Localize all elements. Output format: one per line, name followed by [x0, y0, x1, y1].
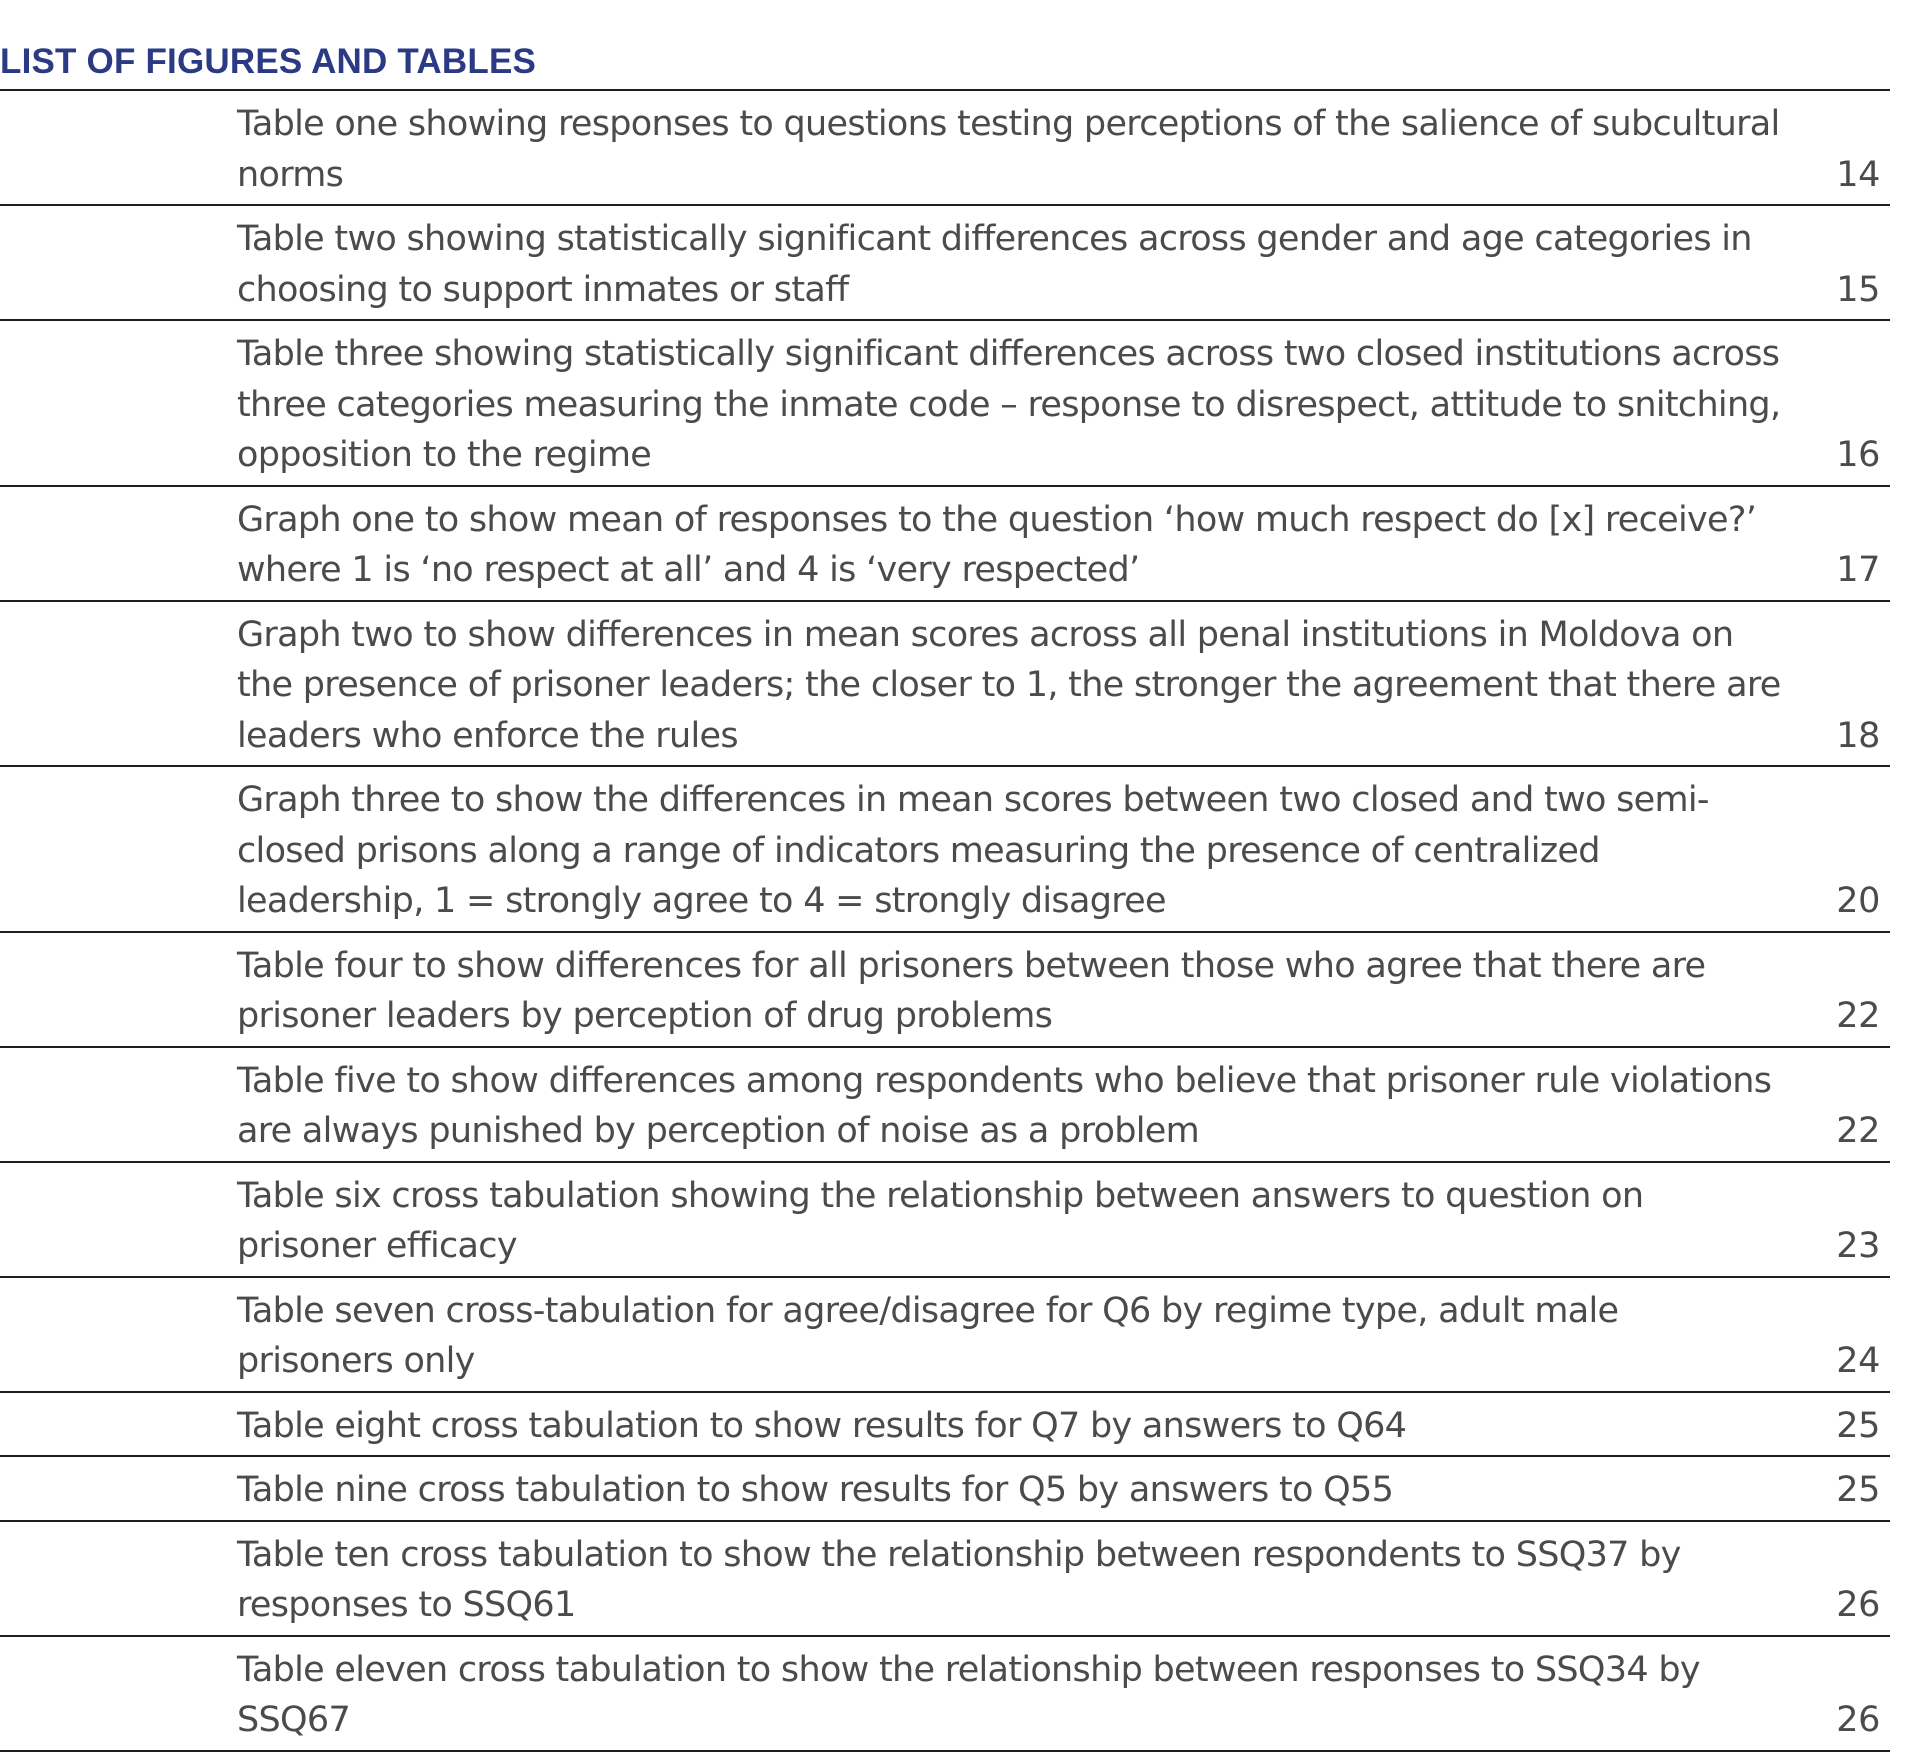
entry-description: Table one showing responses to questions testing perceptions of the salience of subcultural norms	[237, 104, 1780, 195]
entry-page-number: 22	[1836, 1111, 1880, 1151]
entry-page-number: 20	[1836, 881, 1880, 921]
entry-page-number: 23	[1836, 1226, 1880, 1266]
entry-page-number: 25	[1836, 1470, 1880, 1510]
list-item[interactable]	[0, 487, 1890, 602]
list-item[interactable]	[0, 1457, 1890, 1522]
entry-description: Table five to show differences among respondents who believe that prisoner rule violations are always punished by perception of noise as a problem	[237, 1060, 1772, 1151]
list-item[interactable]	[0, 933, 1890, 1048]
entry-description: Table six cross tabulation showing the relationship between answers to question on prisoner efficacy	[237, 1175, 1644, 1266]
list-item[interactable]	[0, 1278, 1890, 1393]
entry-description: Table two showing statistically significant differences across gender and age categories in choosing to support inmates or staff	[237, 219, 1752, 310]
entry-description: Table eleven cross tabulation to show the relationship between responses to SSQ34 by SSQ67	[237, 1649, 1700, 1740]
entry-description: Graph one to show mean of responses to the question ‘how much respect do [x] receive?’ where 1 is ‘no respect at all’ and 4 is ‘very respected’	[237, 499, 1757, 590]
entry-description: Table seven cross-tabulation for agree/disagree for Q6 by regime type, adult male prisoners only	[237, 1290, 1619, 1381]
list-item[interactable]	[0, 1522, 1890, 1637]
list-item[interactable]	[0, 321, 1890, 487]
list-heading: LIST OF FIGURES AND TABLES	[0, 42, 537, 81]
list-item[interactable]	[0, 206, 1890, 321]
entry-description: Graph two to show differences in mean scores across all penal institutions in Moldova on the presence of prisoner leaders; the closer to 1, the stronger the agreement that there are leaders who enforce the rules	[237, 614, 1781, 756]
entry-page-number: 26	[1836, 1700, 1880, 1740]
entry-description: Table nine cross tabulation to show results for Q5 by answers to Q55	[237, 1470, 1394, 1510]
entry-page-number: 18	[1836, 715, 1880, 756]
list-item[interactable]	[0, 1163, 1890, 1278]
entry-page-number: 24	[1836, 1341, 1880, 1381]
list-item[interactable]	[0, 1048, 1890, 1163]
entry-page-number: 14	[1836, 154, 1880, 195]
entry-description: Table eight cross tabulation to show results for Q7 by answers to Q64	[237, 1405, 1407, 1446]
entry-description: Table ten cross tabulation to show the relationship between respondents to SSQ37 by responses to SSQ61	[237, 1534, 1681, 1625]
entry-page-number: 26	[1836, 1585, 1880, 1625]
list-item[interactable]	[0, 1637, 1890, 1752]
entry-description: Table three showing statistically significant differences across two closed institutions across three categories measuring the inmate code – response to disrespect, attitude to snitching, opposition to the regime	[237, 334, 1781, 475]
entry-page-number: 17	[1836, 550, 1880, 590]
list-item[interactable]	[0, 91, 1890, 206]
entry-page-number: 25	[1836, 1405, 1880, 1446]
entry-description: Table four to show differences for all prisoners between those who agree that there are prisoner leaders by perception of drug problems	[237, 945, 1706, 1036]
figures-tables-list	[0, 89, 1890, 1752]
list-item[interactable]	[0, 602, 1890, 768]
list-item[interactable]	[0, 1393, 1890, 1458]
entry-page-number: 22	[1836, 996, 1880, 1036]
entry-description: Graph three to show the differences in mean scores between two closed and two semi-closed prisons along a range of indicators measuring the presence of centralized leadership, 1 = strongly agree to 4 = strongly disagree	[237, 780, 1709, 921]
list-item[interactable]	[0, 767, 1890, 933]
entry-page-number: 15	[1836, 269, 1880, 310]
entry-page-number: 16	[1836, 435, 1880, 475]
